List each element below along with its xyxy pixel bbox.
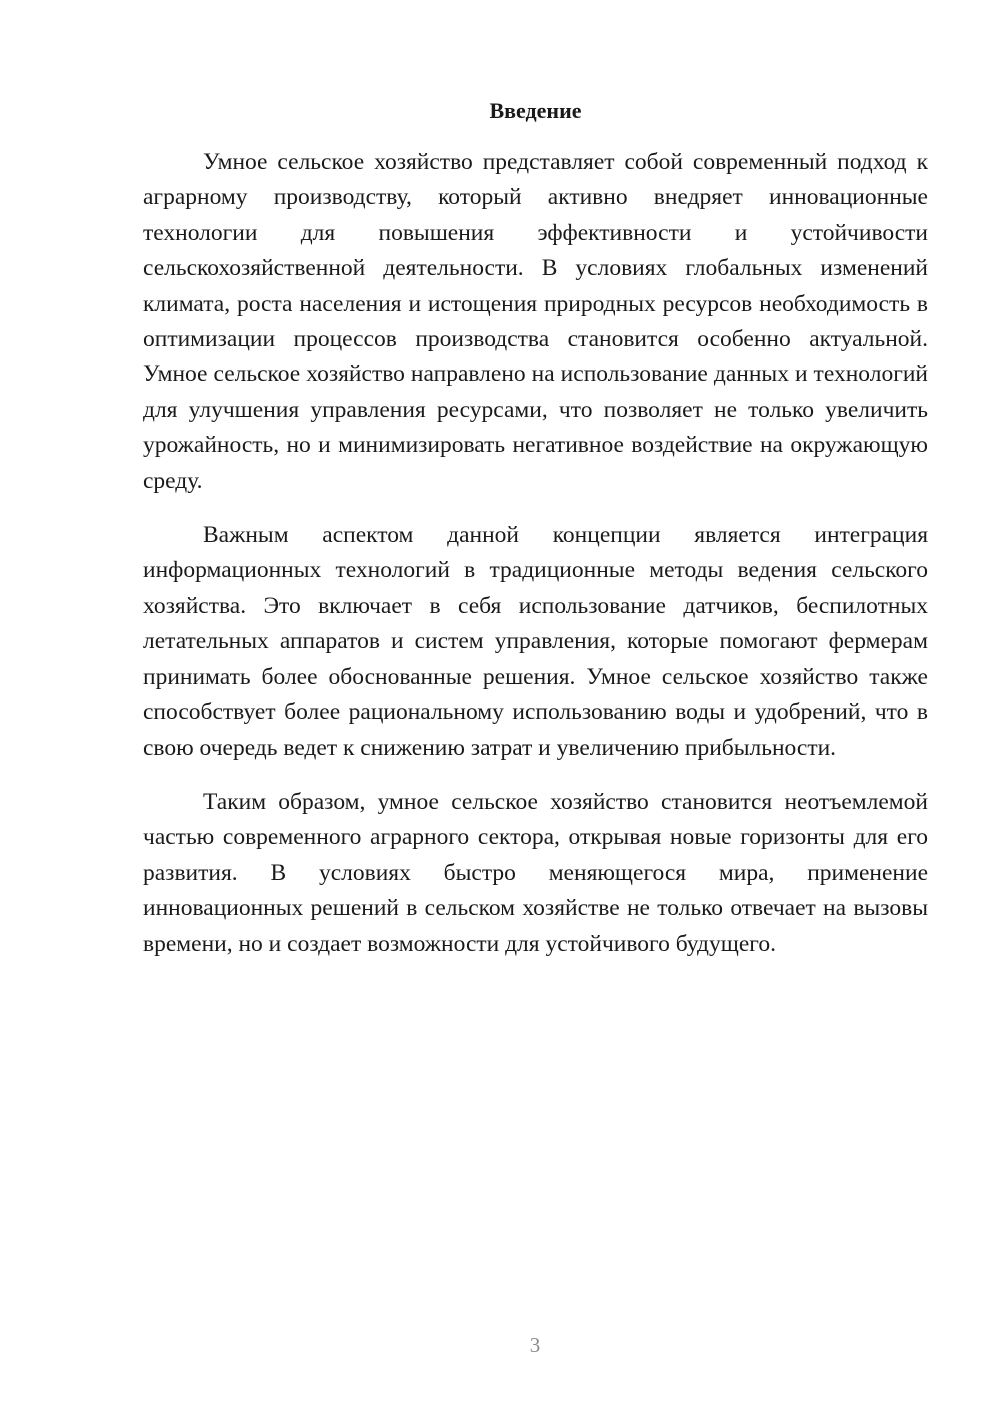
page-number: 3 [529, 1333, 541, 1357]
paragraph-3: Таким образом, умное сельское хозяйство становится неотъемлемой частью современного аграрного сектора, открывая новые горизонты для его развития. В условиях быстро меняющегося мира, применение инновационных решений в сельском хозяйстве не только отвечает на вызовы времени, но и создает возможности для устойчивого будущего. [143, 788, 928, 957]
page-content [143, 96, 928, 962]
paragraph-2: Важным аспектом данной концепции является интеграция информационных технологий в традиционные методы ведения сельского хозяйства. Это включает в себя использование датчиков, беспилотных летательных аппаратов и систем управления, которые помогают фермерам принимать более обоснованные решения. Умное сельское хозяйство также способствует более рациональному использованию воды и удобрений, что в свою очередь ведет к снижению затрат и увеличению прибыльности. [143, 522, 928, 761]
paragraph-1: Умное сельское хозяйство представляет собой современный подход к аграрному производству, который активно внедряет инновационные технологии для повышения эффективности и устойчивости сельскохозяйственной деятельности. В условиях глобальных изменений климата, роста населения и истощения природных ресурсов необходимость в оптимизации процессов производства становится особенно актуальной. Умное сельское хозяйство направлено на использование данных и технологий для улучшения управления ресурсами, что позволяет не только увеличить урожайность, но и минимизировать негативное воздействие на окружающую среду. [143, 149, 928, 494]
section-title: Введение [489, 98, 582, 123]
